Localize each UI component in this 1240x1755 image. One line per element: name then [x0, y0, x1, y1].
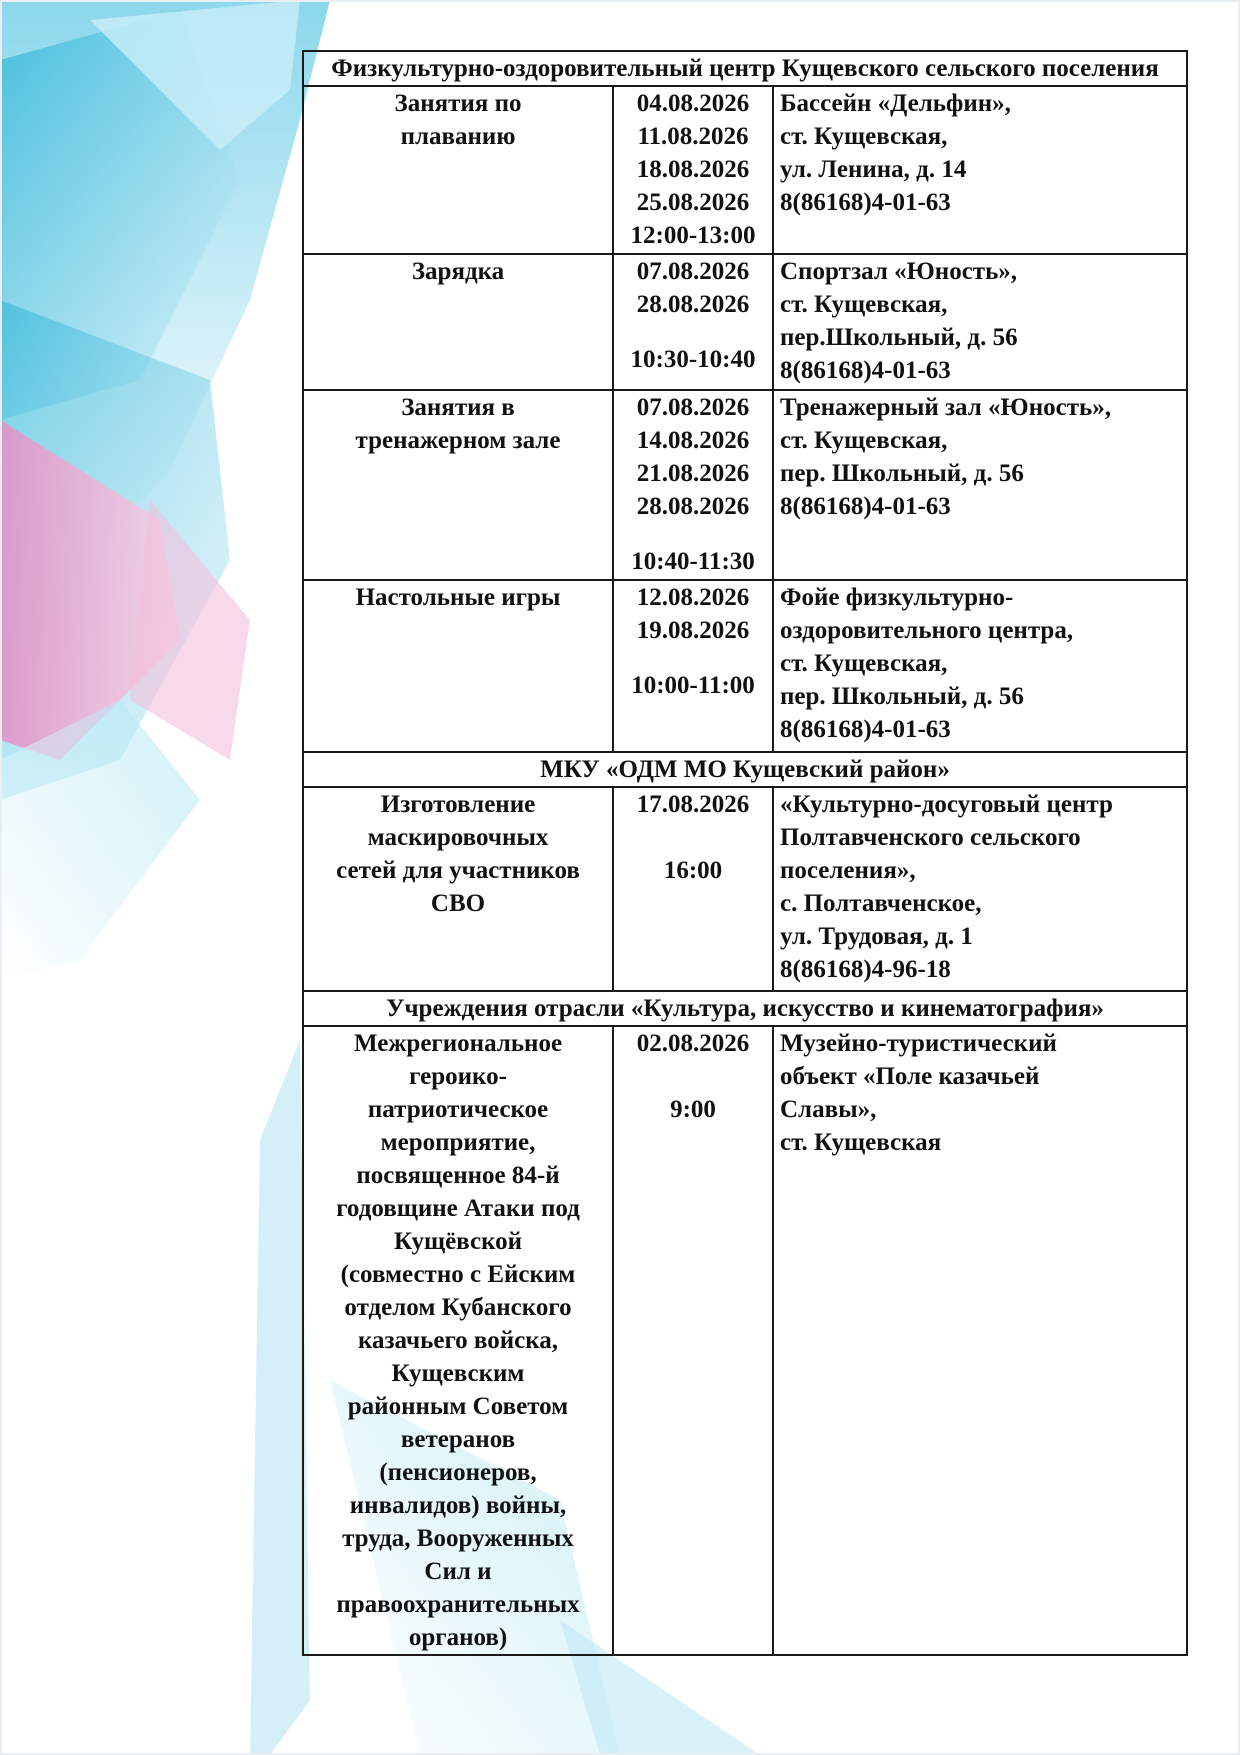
section-header-row: [303, 752, 1187, 787]
venue-line: пер.Школьный, д. 56: [780, 324, 1018, 351]
activity-line: районным Советом: [347, 1393, 569, 1420]
event-row: [303, 787, 1187, 991]
event-venue-cell: [773, 254, 1187, 390]
event-time: 10:00-11:00: [631, 672, 755, 699]
event-activity-cell: [303, 390, 613, 580]
event-dates-cell: [613, 254, 773, 390]
activity-line: Межрегиональное: [353, 1030, 563, 1057]
activity-line: казачьего войска,: [357, 1327, 559, 1354]
venue-line: Бассейн «Дельфин»,: [780, 90, 1011, 117]
venue-line: ул. Ленина, д. 14: [780, 156, 967, 183]
activity-line: Занятия в: [401, 394, 515, 421]
event-row: [303, 580, 1187, 752]
event-activity-cell: [303, 787, 613, 991]
activity-line: правоохранительных: [336, 1591, 580, 1618]
section-title: Учреждения отрасли «Культура, искусство и кинематография»: [303, 991, 1187, 1026]
venue-phone: 8(86168)4-01-63: [780, 357, 951, 384]
activity-line: маскировочных: [367, 824, 549, 851]
activity-line: мероприятие,: [380, 1129, 536, 1156]
event-date: 18.08.2026: [636, 156, 750, 183]
section-title: Физкультурно-оздоровительный центр Кущевского сельского поселения: [303, 51, 1187, 86]
event-row: [303, 1026, 1187, 1655]
event-date: 11.08.2026: [637, 123, 749, 150]
event-date: 28.08.2026: [636, 291, 750, 318]
event-row: [303, 390, 1187, 580]
venue-line: Фойе физкультурно-: [780, 584, 1014, 611]
venue-line: ст. Кущевская,: [780, 123, 948, 150]
activity-line: СВО: [430, 890, 486, 917]
section-header-row: [303, 991, 1187, 1026]
venue-line: с. Полтавченское,: [780, 890, 982, 917]
activity-line: ветеранов: [400, 1426, 516, 1453]
activity-line: сетей для участников: [336, 857, 580, 884]
venue-line: Славы»,: [780, 1096, 877, 1123]
activity-line: Изготовление: [380, 791, 536, 818]
event-row: [303, 86, 1187, 254]
venue-line: ст. Кущевская,: [780, 650, 948, 677]
activity-line: Кущёвской: [393, 1228, 523, 1255]
activity-line: плаванию: [400, 123, 516, 150]
venue-line: объект «Поле казачьей: [780, 1063, 1040, 1090]
activity-line: труда, Вооруженных: [342, 1525, 574, 1552]
activity-line: тренажерном зале: [355, 427, 561, 454]
event-time: 10:30-10:40: [630, 346, 756, 373]
event-venue-cell: [773, 787, 1187, 991]
event-date: 17.08.2026: [636, 791, 750, 818]
activity-line: Настольные игры: [355, 584, 561, 611]
event-date: 07.08.2026: [636, 258, 750, 285]
activity-line: отделом Кубанского: [344, 1294, 572, 1321]
event-time: 12:00-13:00: [630, 222, 756, 249]
activity-line: посвященное 84-й: [356, 1162, 560, 1189]
activity-line: инвалидов) войны,: [349, 1492, 567, 1519]
venue-line: Полтавченского сельского: [780, 824, 1081, 851]
activity-line: (совместно с Ейским: [340, 1261, 576, 1288]
event-time: 16:00: [663, 857, 723, 884]
venue-line: Тренажерный зал «Юность»,: [780, 394, 1111, 421]
event-venue-cell: [773, 580, 1187, 752]
venue-phone: 8(86168)4-96-18: [780, 956, 951, 983]
spacer: [616, 321, 770, 343]
activity-line: Занятия по: [394, 90, 522, 117]
activity-line: героико-: [409, 1063, 507, 1090]
event-date: 25.08.2026: [636, 189, 750, 216]
event-dates-cell: [613, 1026, 773, 1655]
event-date: 19.08.2026: [636, 617, 750, 644]
event-row: [303, 254, 1187, 390]
event-venue-cell: [773, 86, 1187, 254]
events-schedule-table: [302, 50, 1188, 1656]
event-activity-cell: [303, 1026, 613, 1655]
event-venue-cell: [773, 1026, 1187, 1655]
event-activity-cell: [303, 580, 613, 752]
event-venue-cell: [773, 390, 1187, 580]
event-activity-cell: [303, 86, 613, 254]
venue-phone: 8(86168)4-01-63: [780, 716, 951, 743]
venue-line: пер. Школьный, д. 56: [780, 460, 1024, 487]
venue-line: оздоровительного центра,: [780, 617, 1074, 644]
venue-line: ст. Кущевская,: [780, 291, 948, 318]
event-date: 14.08.2026: [636, 427, 750, 454]
venue-line: ст. Кущевская,: [780, 427, 948, 454]
venue-phone: 8(86168)4-01-63: [780, 493, 951, 520]
activity-line: патриотическое: [367, 1096, 549, 1123]
venue-line: «Культурно-досуговый центр: [780, 791, 1113, 818]
activity-line: Зарядка: [411, 258, 505, 285]
activity-line: органов): [408, 1624, 508, 1651]
event-time: 10:40-11:30: [631, 548, 755, 575]
spacer: [616, 647, 770, 669]
spacer: [616, 523, 770, 545]
activity-line: (пенсионеров,: [379, 1459, 537, 1486]
activity-line: Кущевским: [391, 1360, 525, 1387]
spacer: [616, 1060, 770, 1093]
venue-line: ст. Кущевская: [780, 1129, 942, 1156]
event-dates-cell: [613, 580, 773, 752]
venue-line: Музейно-туристический: [780, 1030, 1057, 1057]
section-header-row: [303, 51, 1187, 86]
venue-line: ул. Трудовая, д. 1: [780, 923, 973, 950]
event-dates-cell: [613, 787, 773, 991]
venue-line: Спортзал «Юность»,: [780, 258, 1018, 285]
venue-line: пер. Школьный, д. 56: [780, 683, 1024, 710]
event-date: 21.08.2026: [636, 460, 750, 487]
event-dates-cell: [613, 390, 773, 580]
section-title: МКУ «ОДМ МО Кущевский район»: [303, 752, 1187, 787]
event-date: 07.08.2026: [636, 394, 750, 421]
event-time: 9:00: [670, 1096, 716, 1123]
event-date: 04.08.2026: [636, 90, 750, 117]
venue-line: поселения»,: [780, 857, 916, 884]
spacer: [616, 821, 770, 854]
activity-line: годовщине Атаки под: [336, 1195, 580, 1222]
activity-line: Сил и: [424, 1558, 492, 1585]
event-date: 02.08.2026: [636, 1030, 750, 1057]
event-date: 28.08.2026: [636, 493, 750, 520]
venue-phone: 8(86168)4-01-63: [780, 189, 951, 216]
event-activity-cell: [303, 254, 613, 390]
event-dates-cell: [613, 86, 773, 254]
event-date: 12.08.2026: [636, 584, 750, 611]
